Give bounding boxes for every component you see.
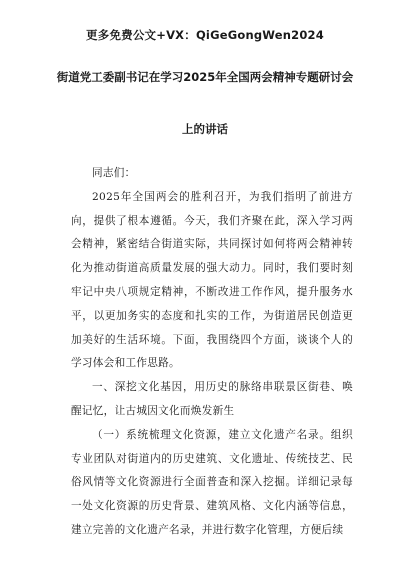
- document-body: [71, 162, 353, 543]
- document-subtitle: 上的讲话: [182, 122, 228, 136]
- document-title: 街道党工委副书记在学习2025年全国两会精神专题研讨会: [56, 70, 354, 84]
- promo-header: 更多免费公文+VX：QiGeGongWen2024: [86, 28, 324, 42]
- paragraph-subsection-1: （一）系统梳理文化资源，建立文化遗产名录。组织专业团队对街道内的历史建筑、文化遗址、传统技艺、民俗风情等文化资源进行全面普查和深入挖掘。详细记录每一处文化资源的历史背景、建筑风格、文化内涵等信息，建立完善的文化遗产名录，并进行数字化管理，方便后续: [71, 428, 353, 536]
- paragraph-intro: 2025年全国两会的胜利召开，为我们指明了前进方向，提供了根本遵循。今天，我们齐聚在此，深入学习两会精神，紧密结合街道实际，共同探讨如何将两会精神转化为推动街道高质量发展的强大动力。同时，我们要时刻牢记中央八项规定精神，不断改进工作作风，提升服务水平，以更加务实的态度和扎实的工作，为街道居民创造更加美好的生活环境。下面，我围绕四个方面，谈谈个人的学习体会和工作思路。: [71, 190, 353, 370]
- salutation: 同志们：: [92, 167, 136, 179]
- section-heading-1: 一、深挖文化基因，用历史的脉络串联景区街巷、唤醒记忆，让古城因文化而焕发新生: [71, 381, 353, 417]
